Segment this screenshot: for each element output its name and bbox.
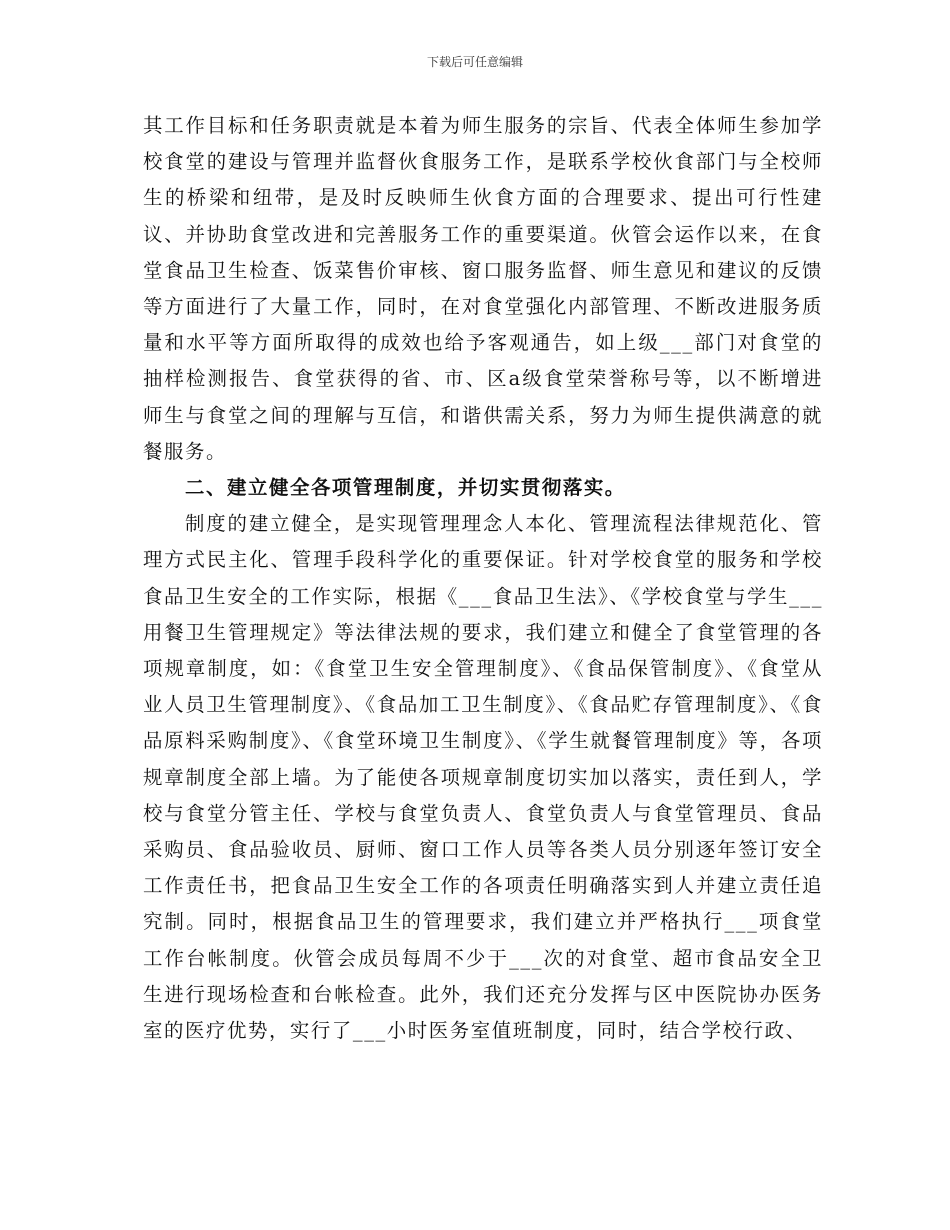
document-body — [143, 108, 823, 1049]
section-heading-2: 二、建立健全各项管理制度，并切实贯彻落实。 — [185, 476, 626, 500]
page-header: 下载后可任意编辑 — [426, 55, 523, 69]
body-paragraph-2: 制度的建立健全，是实现管理理念人本化、管理流程法律规范化、管理方式民主化、管理手段科学化的重要保证。针对学校食堂的服务和学校食品卫生安全的工作实际，根据《___食品卫生法》、《学校食堂与学生___用餐卫生管理规定》等法律法规的要求，我们建立和健全了食堂管理的各项规章制度，如：《食堂卫生安全管理制度》、《食品保管制度》、《食堂从业人员卫生管理制度》、《食品加工卫生制度》、《食品贮存管理制度》、《食品原料采购制度》、《食堂环境卫生制度》、《学生就餐管理制度》等，各项规章制度全部上墙。为了能使各项规章制度切实加以落实，责任到人，学校与食堂分管主任、学校与食堂负责人、食堂负责人与食堂管理员、食品采购员、食品验收员、厨师、窗口工作人员等各类人员分别逐年签订安全工作责任书，把食品卫生安全工作的各项责任明确落实到人并建立责任追究制。同时，根据食品卫生的管理要求，我们建立并严格执行___项食堂工作台帐制度。伙管会成员每周不少于___次的对食堂、超市食品安全卫生进行现场检查和台帐检查。此外，我们还充分发挥与区中医院协办医务室的医疗优势，实行了___小时医务室值班制度，同时，结合学校行政、 — [143, 512, 823, 1043]
body-paragraph-1: 其工作目标和任务职责就是本着为师生服务的宗旨、代表全体师生参加学校食堂的建设与管理并监督伙食服务工作，是联系学校伙食部门与全校师生的桥梁和纽带，是及时反映师生伙食方面的合理要求、提出可行性建议、并协助食堂改进和完善服务工作的重要渠道。伙管会运作以来，在食堂食品卫生检查、饭菜售价审核、窗口服务监督、师生意见和建议的反馈等方面进行了大量工作，同时，在对食堂强化内部管理、不断改进服务质量和水平等方面所取得的成效也给予客观通告，如上级___部门对食堂的抽样检测报告、食堂获得的省、市、区a级食堂荣誉称号等，以不断增进师生与食堂之间的理解与互信，和谐供需关系，努力为师生提供满意的就餐服务。 — [143, 114, 823, 463]
